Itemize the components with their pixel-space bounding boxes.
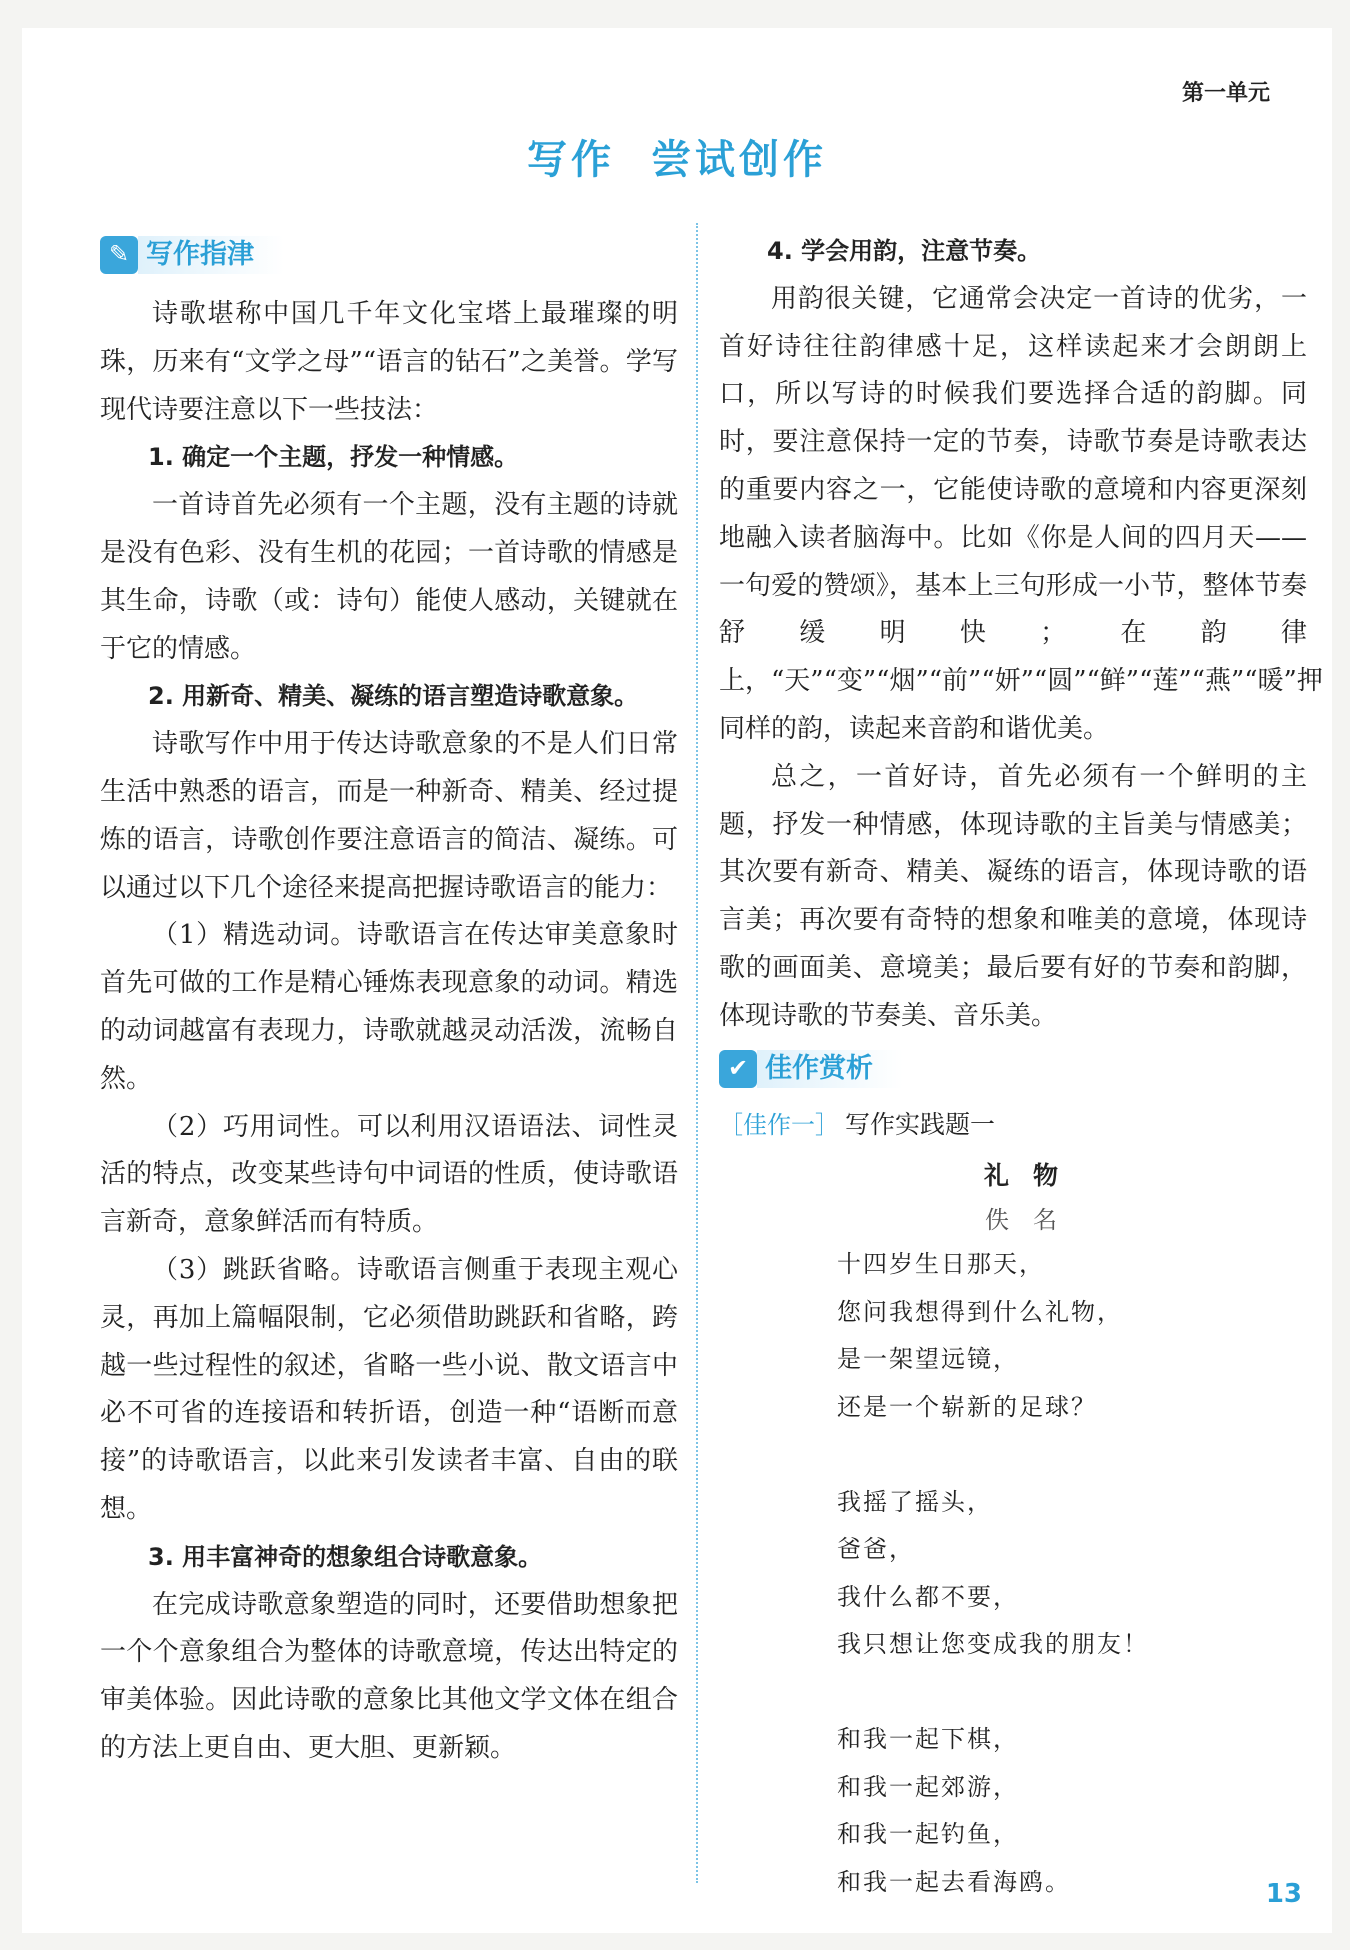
section-header-writing-guide [100,233,678,277]
poem-line: 您问我想得到什么礼物， [837,1297,1123,1326]
unit-label: 第一单元 [1181,81,1270,106]
page-title-part2: 尝试创作 [651,137,827,183]
poem-line: 我什么都不要， [837,1582,1019,1611]
pencil-icon: ✎ [100,236,138,274]
tip-heading: 2. 用新奇、精美、凝练的语言塑造诗歌意象。 [148,682,639,711]
section-title: 写作指津 [138,236,284,274]
left-column [100,233,678,1773]
poem-line: 十四岁生日那天， [837,1250,1045,1279]
stanza-gap [837,1669,1307,1717]
tip-heading: 3. 用丰富神奇的想象组合诗歌意象。 [148,1542,543,1571]
poem-line: 我摇了摇头， [837,1487,993,1516]
paragraph: 总之，一首好诗，首先必须有一个鲜明的主题，抒发一种情感，体现诗歌的主旨美与情感美；其次要有新奇、精美、凝练的语言，体现诗歌的语言美；再次要有奇特的想象和唯美的意境，体现诗歌的画面美、意境美；最后要有好的节奏和韵脚，体现诗歌的节奏美、音乐美。 [719,761,1307,1031]
page-title-part1: 写作 [527,137,615,183]
tip-heading: 1. 确定一个主题，抒发一种情感。 [148,443,519,472]
piece-tag: ［佳作一］ [719,1110,839,1139]
page-title [22,128,1332,185]
right-column [719,228,1323,1906]
paragraph: 诗歌写作中用于传达诗歌意象的不是人们日常生活中熟悉的语言，而是一种新奇、精美、经过提炼的语言，诗歌创作要注意语言的简洁、凝练。可以通过以下几个途径来提高把握诗歌语言的能力： [100,729,678,903]
paragraph: 一首诗首先必须有一个主题，没有主题的诗就是没有色彩、没有生机的花园；一首诗歌的情感是其生命，诗歌（或：诗句）能使人感动，关键就在于它的情感。 [100,490,678,664]
poem-line: 还是一个崭新的足球？ [837,1392,1097,1421]
paragraph: 在完成诗歌意象塑造的同时，还要借助想象把一个个意象组合为整体的诗歌意境，传达出特定的审美体验。因此诗歌的意象比其他文学文体在组合的方法上更自由、更大胆、更新颖。 [100,1589,678,1763]
poem-line: 我只想让您变成我的朋友！ [837,1630,1149,1659]
page [22,28,1332,1933]
poem-line: 和我一起去看海鸥。 [837,1867,1071,1896]
piece-line [719,1101,1307,1150]
paragraph: （2）巧用词性。可以利用汉语语法、词性灵活的特点，改变某些诗句中词语的性质，使诗歌语言新奇，意象鲜活而有特质。 [100,1111,678,1238]
stanza-gap [837,1431,1307,1479]
poem-line: 爸爸， [837,1535,915,1564]
poem-line: 是一架望远镜， [837,1345,1019,1374]
tip-heading: 4. 学会用韵，注意节奏。 [767,237,1042,265]
poem-line: 和我一起郊游， [837,1772,1019,1801]
poem-line: 和我一起下棋， [837,1725,1019,1754]
column-divider [696,223,698,1883]
section-title: 佳作赏析 [757,1050,903,1088]
poem-title: 礼物 [983,1161,1082,1191]
poem-line: 和我一起钓鱼， [837,1820,1019,1849]
page-number: 13 [1265,1879,1302,1909]
paragraph: 诗歌堪称中国几千年文化宝塔上最璀璨的明珠，历来有“文学之母”“语言的钻石”之美誉。学写现代诗要注意以下一些技法： [100,299,678,425]
paragraph: （3）跳跃省略。诗歌语言侧重于表现主观心灵，再加上篇幅限制，它必须借助跳跃和省略，跨越一些过程性的叙述，省略一些小说、散文语言中必不可省的连接语和转折语，创造一种“语断而意接”的诗歌语言，以此来引发读者丰富、自由的联想。 [100,1254,678,1524]
poem-body [837,1241,1307,1906]
paragraph: 用韵很关键，它通常会决定一首诗的优劣，一首好诗往往韵律感十足，这样读起来才会朗朗上口，所以写诗的时候我们要选择合适的韵脚。同时，要注意保持一定的节奏，诗歌节奏是诗歌表达的重要内容之一，它能使诗歌的意境和内容更深刻地融入读者脑海中。比如《你是人间的四月天——一句爱的赞颂》，基本上三句形成一小节，整体节奏舒缓明快；在韵律上，“天”“变”“烟”“前”“妍”“圆”“鲜”“莲”“燕”“暖”押同样的韵，读起来音韵和谐优美。 [719,283,1323,744]
poem-author: 佚名 [985,1206,1081,1235]
section-header-appreciation [719,1047,1307,1091]
piece-label: 写作实践题一 [845,1109,996,1139]
bookmark-icon: ✔ [719,1050,757,1088]
paragraph: （1）精选动词。诗歌语言在传达审美意象时首先可做的工作是精心锤炼表现意象的动词。精选的动词越富有表现力，诗歌就越灵动活泼，流畅自然。 [100,920,678,1094]
